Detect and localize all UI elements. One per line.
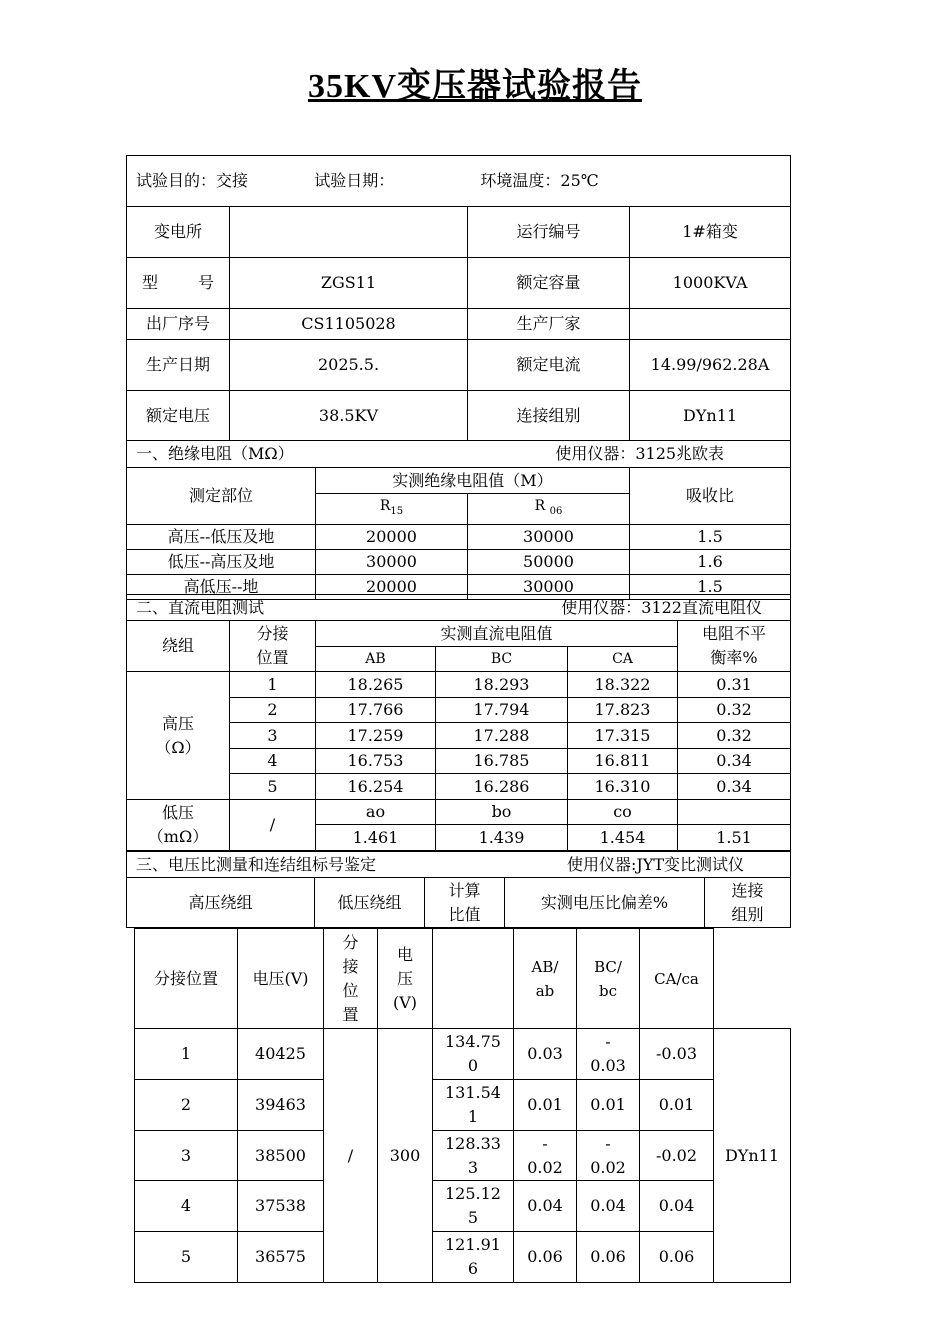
insulation-part: 高压--低压及地	[127, 524, 316, 549]
insulation-ratio: 1.6	[630, 549, 791, 574]
insulation-instrument: 使用仪器：3125兆欧表	[555, 444, 725, 463]
ratio-tap: 2	[135, 1080, 238, 1131]
ratio-bc: 0.01	[577, 1080, 640, 1131]
ratio-volt: 37538	[238, 1181, 324, 1232]
ratio-col-lv: 低压绕组	[315, 878, 425, 928]
test-purpose: 试验目的：交接	[136, 171, 249, 190]
dc-ca: 18.322	[568, 672, 678, 698]
ratio-calc: 125.12 5	[433, 1181, 514, 1232]
insulation-ratio: 1.5	[630, 524, 791, 549]
dc-ab: 18.265	[316, 672, 436, 698]
dc-lv-ab: 1.461	[316, 825, 436, 851]
ratio-tap: 5	[135, 1232, 238, 1283]
ratio-tap: 4	[135, 1181, 238, 1232]
dc-rate: 0.34	[678, 774, 791, 800]
ratio-col-tap: 分接位置	[135, 929, 238, 1029]
info-header-row	[127, 156, 791, 207]
ratio-col-row	[127, 878, 791, 928]
ratio-col-calc-blank	[433, 929, 514, 1029]
insulation-heading: 一、绝缘电阻（MΩ）	[136, 444, 294, 463]
insulation-part: 低压--高压及地	[127, 549, 316, 574]
dc-col-ab: AB	[316, 647, 436, 672]
insulation-col-measured: 实测绝缘电阻值（M）	[316, 468, 630, 494]
dc-heading-row	[127, 595, 791, 621]
dc-lv-empty	[678, 800, 791, 825]
ratio-instrument: 使用仪器:JYT变比测试仪	[566, 854, 745, 874]
ratio-header-table	[126, 851, 791, 928]
ratio-col-volt: 电压(V)	[238, 929, 324, 1029]
insulation-heading-cell	[127, 441, 791, 468]
insulation-ratio: 1.5	[630, 574, 791, 599]
dc-bc: 16.286	[436, 774, 568, 800]
ratio-col-lv-volt: 电 压 (V)	[378, 929, 433, 1029]
ratio-bc: - 0.02	[577, 1131, 640, 1181]
ratio-col-bc: BC/ bc	[577, 929, 640, 1029]
dc-ab: 16.753	[316, 749, 436, 774]
r60-sub: 06	[549, 505, 563, 517]
dc-hv-row	[127, 672, 791, 698]
dc-ab: 17.766	[316, 698, 436, 723]
ratio-ab: 0.01	[514, 1080, 577, 1131]
model-label	[127, 258, 230, 309]
insulation-col-r60	[468, 494, 630, 525]
ratio-bc: 0.06	[577, 1232, 640, 1283]
ratio-table	[134, 928, 791, 1283]
ratio-row	[135, 1232, 791, 1283]
dc-rate: 0.32	[678, 723, 791, 749]
maker-value	[630, 309, 791, 340]
ratio-calc: 128.33 3	[433, 1131, 514, 1181]
dc-ca: 17.315	[568, 723, 678, 749]
prod-date-value: 2025.5.	[230, 340, 468, 391]
run-no-label: 运行编号	[468, 207, 630, 258]
serial-label: 出厂序号	[127, 309, 230, 340]
dc-ab: 16.254	[316, 774, 436, 800]
dc-rate: 0.32	[678, 698, 791, 723]
ratio-row	[135, 1181, 791, 1232]
dc-instrument: 使用仪器：3122直流电阻仪	[561, 597, 762, 617]
dc-col-unbalance: 电阻不平 衡率%	[678, 621, 791, 672]
dc-lv-bc: 1.439	[436, 825, 568, 851]
dc-tap: 4	[230, 749, 316, 774]
ratio-ca: -0.02	[640, 1131, 714, 1181]
dc-ca: 16.310	[568, 774, 678, 800]
dc-tap: 1	[230, 672, 316, 698]
ratio-ab: - 0.02	[514, 1131, 577, 1181]
ratio-heading-cell	[127, 852, 791, 878]
dc-lv-ca: 1.454	[568, 825, 678, 851]
test-date: 试验日期：	[314, 171, 395, 190]
dc-rate: 0.31	[678, 672, 791, 698]
model-label-a: 型	[141, 273, 158, 292]
dc-tap: 5	[230, 774, 316, 800]
ratio-subcol-row	[135, 929, 791, 1029]
dc-lv-co: co	[568, 800, 678, 825]
ratio-heading: 三、电压比测量和连结组标号鉴定	[136, 854, 377, 874]
insulation-r15: 20000	[316, 574, 468, 599]
ratio-col-calc: 计算 比值	[425, 878, 505, 928]
group-label: 连接组别	[468, 391, 630, 441]
dc-rate: 0.34	[678, 749, 791, 774]
info-row	[127, 309, 791, 340]
r15-label: R	[379, 498, 391, 514]
info-row	[127, 391, 791, 441]
ratio-calc: 121.91 6	[433, 1232, 514, 1283]
insulation-r60: 50000	[468, 549, 630, 574]
insulation-heading-row	[127, 441, 791, 468]
ratio-calc: 131.54 1	[433, 1080, 514, 1131]
capacity-label: 额定容量	[468, 258, 630, 309]
dc-col-measured: 实测直流电阻值	[316, 621, 678, 647]
capacity-value: 1000KVA	[630, 258, 791, 309]
ratio-heading-row	[127, 852, 791, 878]
ratio-ab: 0.03	[514, 1029, 577, 1080]
model-label-b: 号	[198, 273, 215, 292]
dc-col-tap: 分接 位置	[230, 621, 316, 672]
insulation-row	[127, 524, 791, 549]
run-no-value: 1#箱变	[630, 207, 791, 258]
ratio-ca: 0.01	[640, 1080, 714, 1131]
ratio-lv-tap: /	[324, 1029, 378, 1283]
dc-lv-row	[127, 800, 791, 825]
ratio-row	[135, 1029, 791, 1080]
ratio-ca: 0.04	[640, 1181, 714, 1232]
insulation-col-row	[127, 468, 791, 494]
ratio-lv-volt: 300	[378, 1029, 433, 1283]
voltage-value: 38.5KV	[230, 391, 468, 441]
dc-lv-bo: bo	[436, 800, 568, 825]
dc-ca: 16.811	[568, 749, 678, 774]
report-table	[126, 155, 791, 600]
ratio-col-dev: 实测电压比偏差%	[505, 878, 705, 928]
dc-lv-rate: 1.51	[678, 825, 791, 851]
dc-bc: 17.794	[436, 698, 568, 723]
info-header-cell	[127, 156, 791, 207]
dc-table	[126, 594, 791, 851]
insulation-r15: 30000	[316, 549, 468, 574]
current-label: 额定电流	[468, 340, 630, 391]
ratio-bc: 0.04	[577, 1181, 640, 1232]
ratio-col-lv-tap: 分 接 位 置	[324, 929, 378, 1029]
ambient-temp: 环境温度：25℃	[480, 171, 599, 190]
info-row	[127, 207, 791, 258]
info-row	[127, 340, 791, 391]
dc-tap: 3	[230, 723, 316, 749]
ratio-ab: 0.06	[514, 1232, 577, 1283]
insulation-row	[127, 549, 791, 574]
current-value: 14.99/962.28A	[630, 340, 791, 391]
maker-label: 生产厂家	[468, 309, 630, 340]
dc-col-bc: BC	[436, 647, 568, 672]
substation-value	[230, 207, 468, 258]
ratio-row	[135, 1080, 791, 1131]
report-title: 35KV变压器试验报告	[308, 68, 642, 105]
ratio-bc: - 0.03	[577, 1029, 640, 1080]
ratio-volt: 39463	[238, 1080, 324, 1131]
ratio-col-hv: 高压绕组	[127, 878, 315, 928]
dc-bc: 18.293	[436, 672, 568, 698]
prod-date-label: 生产日期	[127, 340, 230, 391]
substation-label: 变电所	[127, 207, 230, 258]
insulation-r60: 30000	[468, 574, 630, 599]
ratio-group: DYn11	[714, 1029, 791, 1283]
ratio-col-ab: AB/ ab	[514, 929, 577, 1029]
dc-ab: 17.259	[316, 723, 436, 749]
ratio-col-ca: CA/ca	[640, 929, 714, 1029]
ratio-col-group-blank	[714, 929, 791, 1029]
insulation-col-part: 测定部位	[127, 468, 316, 525]
dc-bc: 17.288	[436, 723, 568, 749]
dc-bc: 16.785	[436, 749, 568, 774]
dc-lv-tap: /	[230, 800, 316, 851]
ratio-ca: 0.06	[640, 1232, 714, 1283]
dc-lv-ao: ao	[316, 800, 436, 825]
dc-col-row	[127, 621, 791, 647]
ratio-tap: 3	[135, 1131, 238, 1181]
group-value: DYn11	[630, 391, 791, 441]
ratio-volt: 38500	[238, 1131, 324, 1181]
ratio-calc: 134.75 0	[433, 1029, 514, 1080]
ratio-volt: 40425	[238, 1029, 324, 1080]
dc-ca: 17.823	[568, 698, 678, 723]
dc-lv-label: 低压 （mΩ）	[127, 800, 230, 851]
r15-sub: 15	[390, 505, 404, 517]
voltage-label: 额定电压	[127, 391, 230, 441]
insulation-part: 高低压--地	[127, 574, 316, 599]
ratio-ab: 0.04	[514, 1181, 577, 1232]
insulation-r60: 30000	[468, 524, 630, 549]
dc-hv-label: 高压 （Ω）	[127, 672, 230, 800]
model-value: ZGS11	[230, 258, 468, 309]
r60-label: R	[534, 498, 546, 514]
dc-heading: 二、直流电阻测试	[136, 597, 265, 617]
dc-col-winding: 绕组	[127, 621, 230, 672]
ratio-volt: 36575	[238, 1232, 324, 1283]
dc-col-ca: CA	[568, 647, 678, 672]
insulation-col-ratio: 吸收比	[630, 468, 791, 525]
ratio-col-group: 连接 组别	[705, 878, 791, 928]
info-row	[127, 258, 791, 309]
ratio-row	[135, 1131, 791, 1181]
dc-heading-cell	[127, 595, 791, 621]
insulation-col-r15	[316, 494, 468, 525]
dc-tap: 2	[230, 698, 316, 723]
ratio-ca: -0.03	[640, 1029, 714, 1080]
ratio-tap: 1	[135, 1029, 238, 1080]
insulation-r15: 20000	[316, 524, 468, 549]
serial-value: CS1105028	[230, 309, 468, 340]
